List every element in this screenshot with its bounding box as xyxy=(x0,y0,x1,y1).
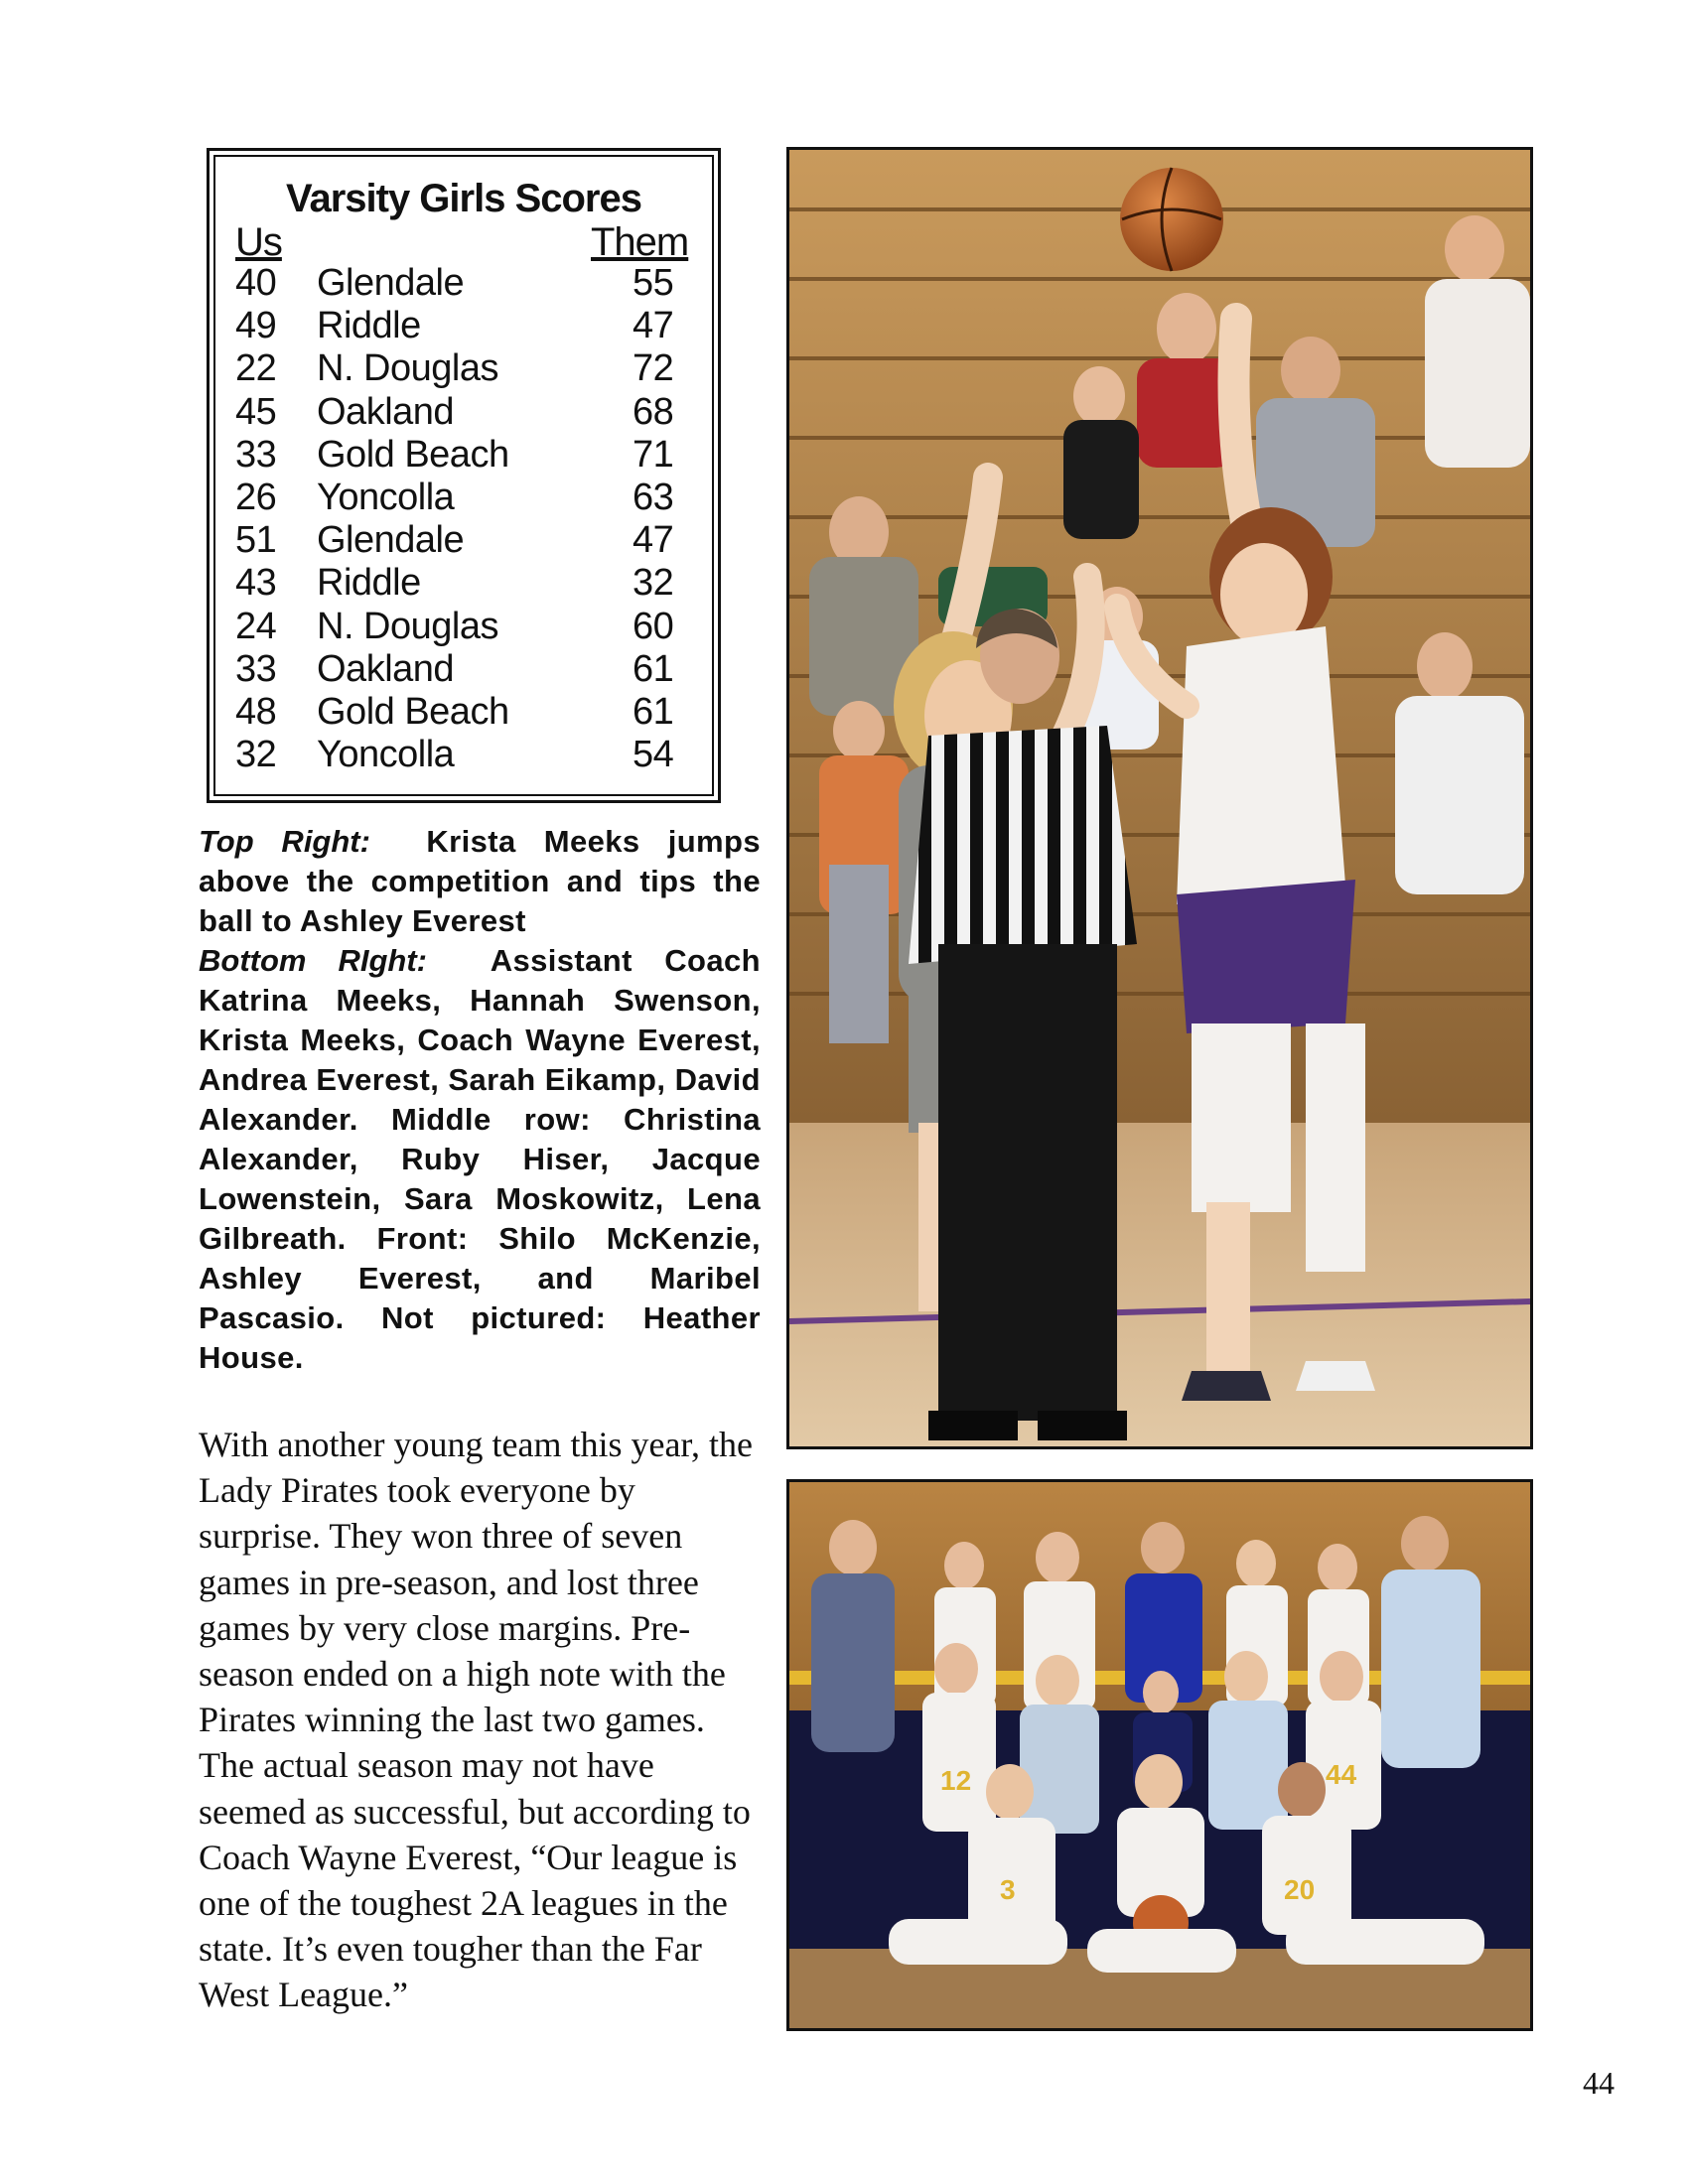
score-row xyxy=(235,562,712,605)
us-score: 49 xyxy=(235,305,277,347)
them-score: 68 xyxy=(633,390,674,433)
jersey-number: 3 xyxy=(1000,1874,1016,1905)
opponent-name: Glendale xyxy=(317,262,465,304)
them-score: 55 xyxy=(633,262,674,304)
article-body xyxy=(199,1422,755,2018)
score-row xyxy=(235,477,712,519)
photo-caption xyxy=(199,822,761,1378)
score-row xyxy=(235,691,712,734)
caption-top-text: Krista Meeks jumps above the competition and tips the ball to Ashley Everest xyxy=(199,824,762,938)
us-score: 32 xyxy=(235,734,277,776)
opponent-name: Gold Beach xyxy=(317,433,509,476)
them-score: 72 xyxy=(633,347,674,390)
them-score: 47 xyxy=(633,305,674,347)
us-column-header: Us xyxy=(235,220,282,264)
jersey-number: 44 xyxy=(1326,1759,1357,1790)
them-score: 61 xyxy=(633,647,674,690)
scores-title: Varsity Girls Scores xyxy=(285,177,641,220)
jersey-number: 20 xyxy=(1284,1874,1316,1905)
scores-table xyxy=(207,148,721,803)
them-column-header: Them xyxy=(591,220,689,264)
score-row xyxy=(235,305,712,347)
caption-bottom-text: Assistant Coach Katrina Meeks, Hannah Swenson, Krista Meeks, Coach Wayne Everest, Andrea Everest, Sarah Eikamp, David Alexander. Middle row: Christina Alexander, Ruby Hiser, Jacque Lowenstein, Sara Moskowitz, Lena Gilbreath. Front: Shilo McKenzie, Ashley Everest, and Maribel Pascasio. Not pictured: Heather House. xyxy=(199,943,761,1375)
opponent-name: Yoncolla xyxy=(317,476,455,518)
opponent-name: Riddle xyxy=(317,305,421,347)
score-rows xyxy=(235,262,712,776)
us-score: 33 xyxy=(235,433,277,476)
score-row xyxy=(235,734,712,776)
them-score: 60 xyxy=(633,605,674,647)
us-score: 26 xyxy=(235,476,277,518)
us-score: 43 xyxy=(235,562,277,605)
scores-table-inner xyxy=(213,155,714,796)
opponent-name: N. Douglas xyxy=(317,347,498,390)
score-row xyxy=(235,347,712,390)
us-score: 24 xyxy=(235,605,277,647)
opponent-name: Oakland xyxy=(317,647,455,690)
jump-ball-photo-image xyxy=(789,150,1530,1446)
opponent-name: Yoncolla xyxy=(317,734,455,776)
score-row xyxy=(235,519,712,562)
opponent-name: Gold Beach xyxy=(317,690,509,733)
us-score: 22 xyxy=(235,347,277,390)
team-photo-image xyxy=(789,1482,1530,2028)
opponent-name: Glendale xyxy=(317,519,465,562)
us-score: 40 xyxy=(235,262,277,304)
jersey-number: 12 xyxy=(940,1765,972,1796)
article-paragraph: With another young team this year, the Lady Pirates took everyone by surprise. They won three of seven games in pre-season, and lost three games by very close margins. Pre-season ended on a high note with the Pirates winning the last two games. The actual season may not have seemed as successful, but according to Coach Wayne Everest, “Our league is one of the toughest 2A leagues in the state. It’s even tougher than the Far West League.” xyxy=(199,1425,753,2015)
page-number: 44 xyxy=(1583,2065,1615,2101)
us-score: 33 xyxy=(235,647,277,690)
them-score: 61 xyxy=(633,690,674,733)
them-score: 63 xyxy=(633,476,674,518)
score-row xyxy=(235,262,712,305)
them-score: 32 xyxy=(633,562,674,605)
score-row xyxy=(235,391,712,434)
them-score: 47 xyxy=(633,519,674,562)
us-score: 48 xyxy=(235,690,277,733)
score-row xyxy=(235,434,712,477)
us-score: 45 xyxy=(235,390,277,433)
us-score: 51 xyxy=(235,519,277,562)
opponent-name: N. Douglas xyxy=(317,605,498,647)
them-score: 54 xyxy=(633,734,674,776)
score-row xyxy=(235,606,712,648)
them-score: 71 xyxy=(633,433,674,476)
score-row xyxy=(235,648,712,691)
opponent-name: Riddle xyxy=(317,562,421,605)
jump-ball-photo xyxy=(786,147,1533,1449)
opponent-name: Oakland xyxy=(317,390,455,433)
caption-bottom-label: Bottom RIght: xyxy=(199,943,427,978)
team-photo xyxy=(786,1479,1533,2031)
caption-top-label: Top Right: xyxy=(199,824,370,859)
